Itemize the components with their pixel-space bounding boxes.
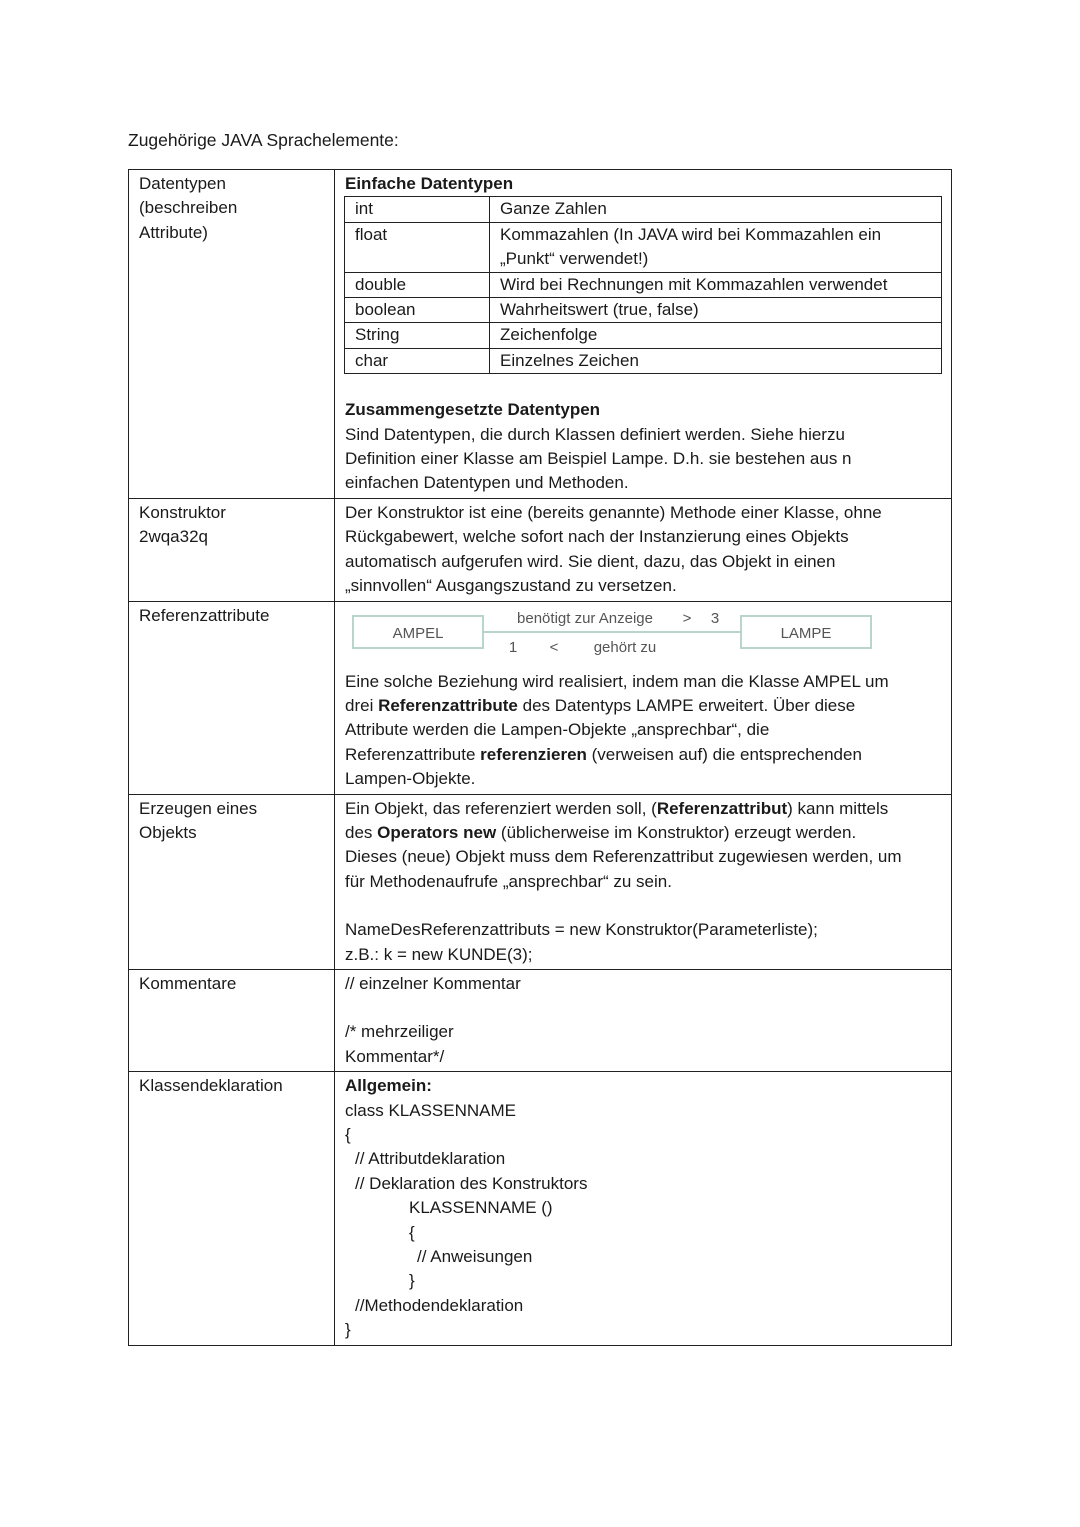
code-line: Kommentar*/ (345, 1046, 445, 1066)
content-datentypen (335, 170, 952, 499)
code-line: z.B.: k = new KUNDE(3); (345, 944, 533, 964)
text-line: drei Referenzattribute des Datentyps LAMPE erweitert. Über diese (345, 695, 856, 715)
text-line: Ein Objekt, das referenziert werden soll, (Referenzattribut) kann mittels (345, 798, 889, 818)
composite-text: einfachen Datentypen und Methoden. (345, 473, 629, 493)
text-line: Rückgabewert, welche sofort nach der Instanzierung eines Objekts (345, 527, 849, 547)
text-line: Der Konstruktor ist eine (bereits genannte) Methode einer Klasse, ohne (345, 502, 882, 522)
text-line: „sinnvollen“ Ausgangszustand zu versetzen. (345, 576, 677, 596)
label-line: Erzeugen eines (139, 798, 258, 818)
bottom-direction-arrow: < (549, 638, 559, 656)
type-desc: Kommazahlen (In JAVA wird bei Kommazahlen ein „Punkt“ verwendet!) (490, 222, 942, 272)
row-referenzattribute (129, 601, 952, 794)
code-line: } (345, 1320, 351, 1340)
text-line: Lampen-Objekte. (345, 769, 476, 789)
text-line: für Methodenaufrufe „ansprechbar“ zu sein. (345, 871, 672, 891)
composite-text: Definition einer Klasse am Beispiel Lampe. D.h. sie bestehen aus n (345, 449, 852, 469)
content-referenzattribute (335, 601, 952, 794)
row-konstruktor (129, 498, 952, 601)
code-line: NameDesReferenzattributs = new Konstruktor(Parameterliste); (345, 920, 818, 940)
label-referenzattribute: Referenzattribute (129, 601, 335, 794)
simple-types-heading: Einfache Datentypen (345, 174, 514, 193)
code-line: } (409, 1271, 415, 1291)
label-kommentare: Kommentare (129, 969, 335, 1071)
code-line: /* mehrzeiliger (345, 1022, 454, 1042)
type-name: String (345, 323, 490, 348)
code-line: class KLASSENNAME (345, 1100, 516, 1120)
label-line: Datentypen (139, 174, 226, 193)
type-row (345, 222, 942, 272)
page-title: Zugehörige JAVA Sprachelemente: (128, 130, 399, 150)
text-line: Attribute werden die Lampen-Objekte „ansprechbar“, die (345, 720, 770, 740)
content-kommentare (335, 969, 952, 1071)
ampel-class-label: AMPEL (392, 624, 444, 642)
simple-types-table (344, 196, 942, 374)
content-konstruktor (335, 498, 952, 601)
type-row (345, 298, 942, 323)
label-erzeugen (129, 794, 335, 969)
lampe-class-label: LAMPE (780, 624, 832, 642)
type-desc: Einzelnes Zeichen (490, 348, 942, 373)
type-name: float (345, 222, 490, 272)
label-line: Objekts (139, 822, 197, 842)
type-row (345, 197, 942, 222)
class-relation-diagram (345, 604, 945, 670)
row-datentypen (129, 170, 952, 499)
type-desc: Wahrheitswert (true, false) (490, 298, 942, 323)
code-line: { (345, 1125, 351, 1144)
label-line: (beschreiben (139, 198, 238, 218)
row-klassendeklaration (129, 1072, 952, 1345)
row-kommentare (129, 969, 952, 1071)
type-desc: Zeichenfolge (490, 323, 942, 348)
content-erzeugen (335, 794, 952, 969)
type-name: char (345, 348, 490, 373)
code-line: { (409, 1222, 415, 1242)
label-line: Attribute) (139, 222, 208, 242)
type-row (345, 348, 942, 373)
code-line: //Methodendeklaration (355, 1295, 524, 1315)
code-line: // einzelner Kommentar (345, 973, 521, 993)
bottom-multiplicity: 1 (508, 638, 518, 656)
type-name: int (345, 197, 490, 222)
code-line: // Attributdeklaration (355, 1149, 506, 1169)
type-row (345, 323, 942, 348)
label-line: Konstruktor (139, 502, 226, 522)
code-line: KLASSENNAME () (409, 1198, 553, 1218)
text-line: automatisch aufgerufen wird. Sie dient, dazu, das Objekt in einen (345, 551, 836, 571)
text-line: des Operators new (üblicherweise im Konstruktor) erzeugt werden. (345, 822, 857, 842)
type-row (345, 272, 942, 297)
text-line: Eine solche Beziehung wird realisiert, indem man die Klasse AMPEL um (345, 671, 889, 691)
type-name: boolean (345, 298, 490, 323)
language-elements-table (128, 169, 952, 1346)
type-name: double (345, 272, 490, 297)
row-erzeugen (129, 794, 952, 969)
label-line: 2wqa32q (139, 527, 209, 547)
type-desc: Wird bei Rechnungen mit Kommazahlen verwendet (490, 272, 942, 297)
text-line: Referenzattribute referenzieren (verweisen auf) die entsprechenden (345, 744, 862, 764)
text-line: Dieses (neue) Objekt muss dem Referenzattribut zugewiesen werden, um (345, 847, 902, 867)
code-line: // Anweisungen (417, 1247, 533, 1267)
composite-text: Sind Datentypen, die durch Klassen definiert werden. Siehe hierzu (345, 424, 845, 444)
label-klassendeklaration: Klassendeklaration (129, 1072, 335, 1345)
bottom-role-text: gehört zu (593, 638, 657, 656)
code-line: // Deklaration des Konstruktors (355, 1173, 588, 1193)
label-konstruktor (129, 498, 335, 601)
content-klassendeklaration (335, 1072, 952, 1345)
class-decl-heading: Allgemein: (345, 1076, 432, 1096)
top-multiplicity: 3 (710, 609, 720, 627)
type-desc: Ganze Zahlen (490, 197, 942, 222)
top-direction-arrow: > (682, 609, 692, 627)
composite-types-heading: Zusammengesetzte Datentypen (345, 400, 601, 420)
relation-diagram-svg (345, 604, 945, 670)
label-datentypen (129, 170, 335, 499)
top-role-text: benötigt zur Anzeige (517, 609, 653, 627)
